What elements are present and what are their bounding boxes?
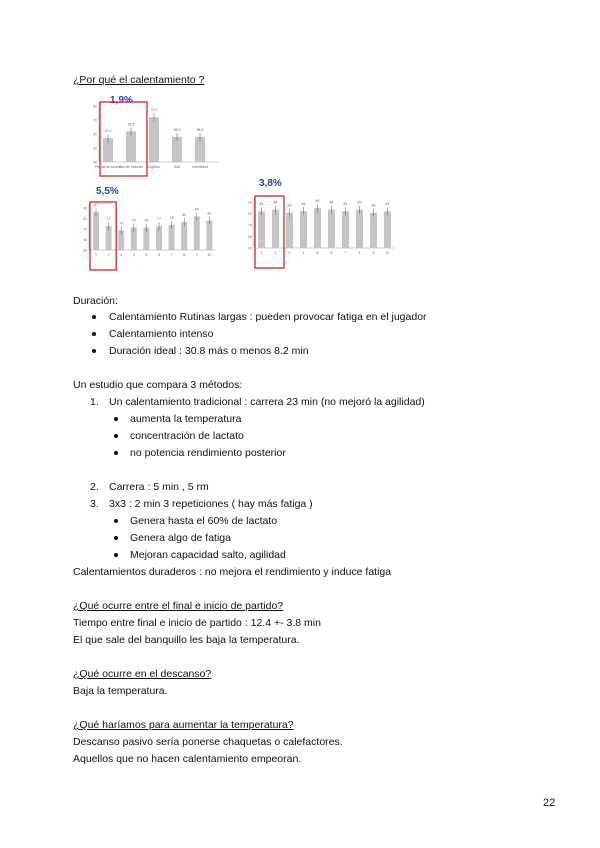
temperatura-heading: ¿Qué haríamos para aumentar la temperatura? [73, 719, 294, 731]
method-1: Un calentamiento tradicional : carrera 23 min (no mejoró la agilidad) [109, 396, 425, 408]
value-label: 77 [157, 217, 161, 222]
value-label: 84 [343, 202, 348, 207]
value-label: 83 [371, 203, 376, 208]
y-tick-label: 83 [83, 217, 87, 221]
value-label: 72.0 [150, 108, 158, 113]
partido-line-2: El que sale del banquillo les baja la temperatura. [73, 634, 300, 646]
category-label: 5 [316, 251, 319, 255]
value-label: 81 [207, 211, 212, 216]
y-tick-label: 75 [248, 223, 252, 228]
bar [342, 211, 349, 248]
duracion-title: Duración: [73, 295, 118, 307]
heading-warmup: ¿Por qué el calentamiento ? [73, 74, 205, 86]
value-label: 87 [94, 203, 98, 208]
bar [384, 211, 391, 248]
method-1-item-3: no potencia rendimiento posterior [130, 447, 286, 459]
y-tick-label: 68 [83, 238, 87, 242]
bullet-dot [114, 434, 118, 438]
category-label: 1 [260, 251, 263, 255]
value-label: 80 [182, 213, 187, 217]
bullet-dot [114, 536, 118, 540]
bullet-dot [114, 519, 118, 523]
value-label: 85 [357, 200, 362, 205]
y-tick-label: 80 [93, 104, 97, 109]
category-label: Uso de balones [118, 165, 144, 169]
descanso-line-1: Baja la temperatura. [73, 685, 168, 697]
bullet-dot [92, 315, 96, 319]
value-label: 84 [194, 207, 199, 212]
chart-left [75, 198, 215, 273]
category-label: 4 [132, 253, 135, 257]
chart-right [240, 190, 395, 270]
chart-top-pct: 1,9% [110, 95, 133, 106]
y-tick-label: 40 [93, 160, 97, 165]
temperatura-line-1: Descanso pasivo sería ponerse chaquetas o calefactores. [73, 736, 343, 748]
value-label: 74 [119, 221, 124, 226]
method-2: Carrera : 5 min , 5 rm [109, 481, 209, 493]
y-tick-label: 70 [93, 118, 97, 123]
bar [93, 212, 99, 250]
value-label: 85 [329, 200, 334, 205]
duracion-item-2: Calentamiento intenso [109, 328, 214, 340]
category-label: 5 [145, 253, 148, 257]
category-label: 9 [372, 251, 375, 255]
category-label: 7 [170, 253, 173, 257]
category-label: 8 [358, 251, 361, 255]
category-label: Salt [173, 165, 181, 169]
method-1-item-2: concentración de lactato [130, 430, 244, 442]
category-label: Intensidad [191, 165, 209, 169]
category-label: 10 [207, 253, 212, 257]
y-tick-label: 60 [248, 246, 252, 251]
chart-top [85, 96, 220, 178]
value-label: 85 [273, 200, 278, 205]
y-tick-label: 60 [93, 132, 97, 137]
value-label: 84 [259, 202, 264, 207]
bar [328, 210, 335, 248]
category-label: 10 [385, 251, 390, 255]
y-tick-label: 90 [248, 200, 252, 205]
value-label: 77 [106, 217, 111, 222]
value-label: 78 [169, 215, 174, 220]
value-label: 57.0 [104, 129, 112, 134]
value-label: 83 [287, 203, 292, 208]
y-tick-label: 75 [83, 227, 87, 232]
bullet-dot [114, 417, 118, 421]
duracion-item-1: Calentamiento Rutinas largas : pueden provocar fatiga en el jugador [109, 311, 427, 323]
category-label: Ingreso [148, 165, 160, 169]
y-tick-label: 68 [248, 235, 252, 239]
bar [300, 211, 307, 248]
bar [181, 222, 187, 250]
bar [314, 208, 321, 248]
bar [356, 210, 363, 248]
category-label: 6 [158, 253, 160, 257]
partido-line-1: Tiempo entre final e inicio de partido : 12.4 +- 3.8 min [73, 617, 321, 629]
method-3-item-3: Mejoran capacidad salto, agilidad [130, 549, 286, 561]
method-3-item-1: Genera hasta el 60% de lactato [130, 515, 278, 527]
y-tick-label: 60 [83, 248, 87, 253]
bar [194, 216, 200, 250]
category-label: 6 [330, 251, 333, 255]
value-label: 58.0 [173, 127, 181, 132]
category-label: 8 [183, 253, 186, 257]
category-label: 9 [195, 253, 198, 257]
partido-heading: ¿Qué ocurre entre el final e inicio de partido? [73, 600, 284, 612]
y-tick-label: 50 [93, 146, 97, 151]
category-label: 1 [95, 253, 97, 257]
temperatura-line-2: Aquellos que no hacen calentamiento empeoran. [73, 753, 302, 765]
method-1-number: 1. [90, 396, 99, 408]
bar [258, 211, 265, 248]
value-label: 84 [301, 202, 306, 207]
estudio-conclusion: Calentamientos duraderos : no mejora el rendimiento y induce fatiga [73, 566, 392, 578]
method-1-item-1: aumenta la temperatura [130, 413, 242, 425]
bar [149, 117, 159, 162]
category-label: 3 [120, 253, 123, 257]
bar [370, 213, 377, 248]
bar [126, 131, 136, 162]
descanso-heading: ¿Qué ocurre en el descanso? [73, 668, 212, 680]
bullet-dot [92, 332, 96, 336]
value-label: 76 [131, 218, 136, 223]
value-label: 76 [144, 218, 149, 223]
category-label: 3 [288, 251, 291, 255]
y-tick-label: 90 [83, 206, 87, 211]
category-label: Pelota de control [94, 165, 122, 169]
bullet-dot [114, 553, 118, 557]
y-tick-label: 83 [248, 212, 252, 216]
method-3: 3x3 : 2 min 3 repeticiones ( hay más fatiga ) [109, 498, 313, 510]
category-label: 7 [344, 251, 347, 255]
category-label: 2 [107, 253, 110, 257]
duracion-item-3: Duración ideal : 30.8 más o menos 8.2 min [109, 345, 309, 357]
value-label: 58.0 [196, 127, 204, 132]
value-label: 61.8 [127, 122, 135, 127]
method-3-number: 3. [90, 498, 99, 510]
value-label: 84 [385, 202, 390, 207]
estudio-intro: Un estudio que compara 3 métodos: [73, 379, 243, 391]
method-2-number: 2. [90, 481, 99, 493]
method-3-item-2: Genera algo de fatiga [130, 532, 231, 544]
bar [286, 213, 293, 248]
chart-right-pct: 3,8% [259, 178, 282, 189]
chart-left-pct: 5,5% [96, 186, 119, 197]
bar [272, 210, 279, 248]
category-label: 4 [302, 251, 305, 255]
value-label: 86 [315, 199, 320, 204]
bullet-dot [114, 451, 118, 455]
bar [206, 221, 212, 250]
bullet-dot [92, 349, 96, 353]
category-label: 2 [274, 251, 277, 255]
page-number: 22 [543, 797, 556, 809]
